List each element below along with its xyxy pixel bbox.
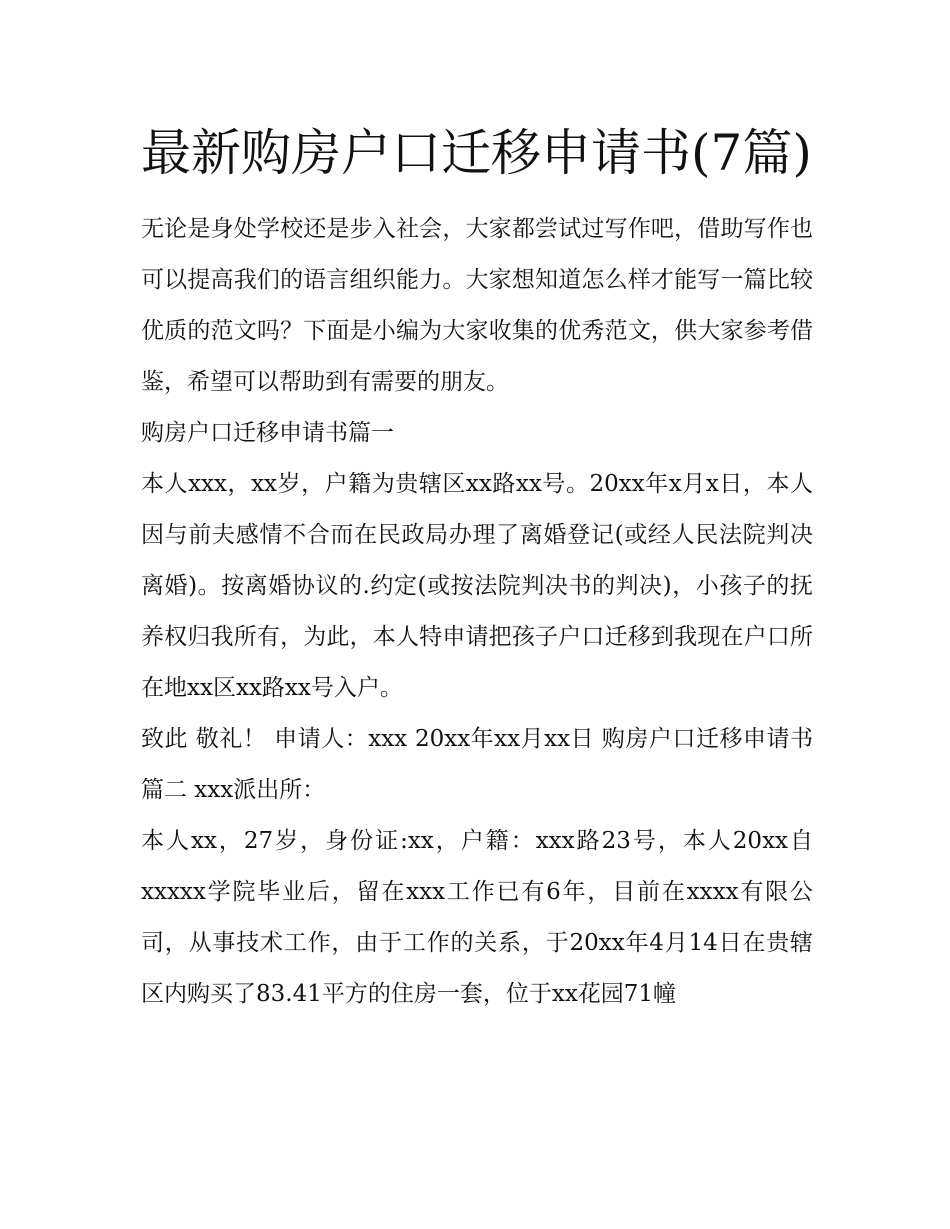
body-paragraph-2: 本人xx，27岁，身份证:xx，户籍：xxx路23号，本人20xx自xxxxx学院毕业后，留在xxx工作已有6年，目前在xxxx有限公司，从事技术工作，由于工作的关系，于20xx年4月14日在贵辖区内购买了83.41平方的住房一套，位于xx花园71幢 [141,828,813,1007]
document-title [141,112,813,194]
section-heading-part-one: 购房户口迁移申请书篇一 [141,420,394,446]
document-title-text: 最新购房户口迁移申请书(7篇) [141,124,812,182]
closing-paragraph: 致此 敬礼！ 申请人：xxx 20xx年xx月xx日 购房户口迁移申请书篇二 xxx派出所： [141,726,813,803]
intro-paragraph: 无论是身处学校还是步入社会，大家都尝试过写作吧，借助写作也可以提高我们的语言组织能力。大家想知道怎么样才能写一篇比较优质的范文吗？下面是小编为大家收集的优秀范文，供大家参考借鉴，希望可以帮助到有需要的朋友。 [141,216,813,395]
document-content [141,112,813,1020]
body-paragraph-1: 本人xxx，xx岁，户籍为贵辖区xx路xx号。20xx年x月x日，本人因与前夫感情不合而在民政局办理了离婚登记(或经人民法院判决离婚)。按离婚协议的.约定(或按法院判决书的判决)，小孩子的抚养权归我所有，为此，本人特申请把孩子户口迁移到我现在户口所在地xx区xx路xx号入户。 [141,471,813,701]
